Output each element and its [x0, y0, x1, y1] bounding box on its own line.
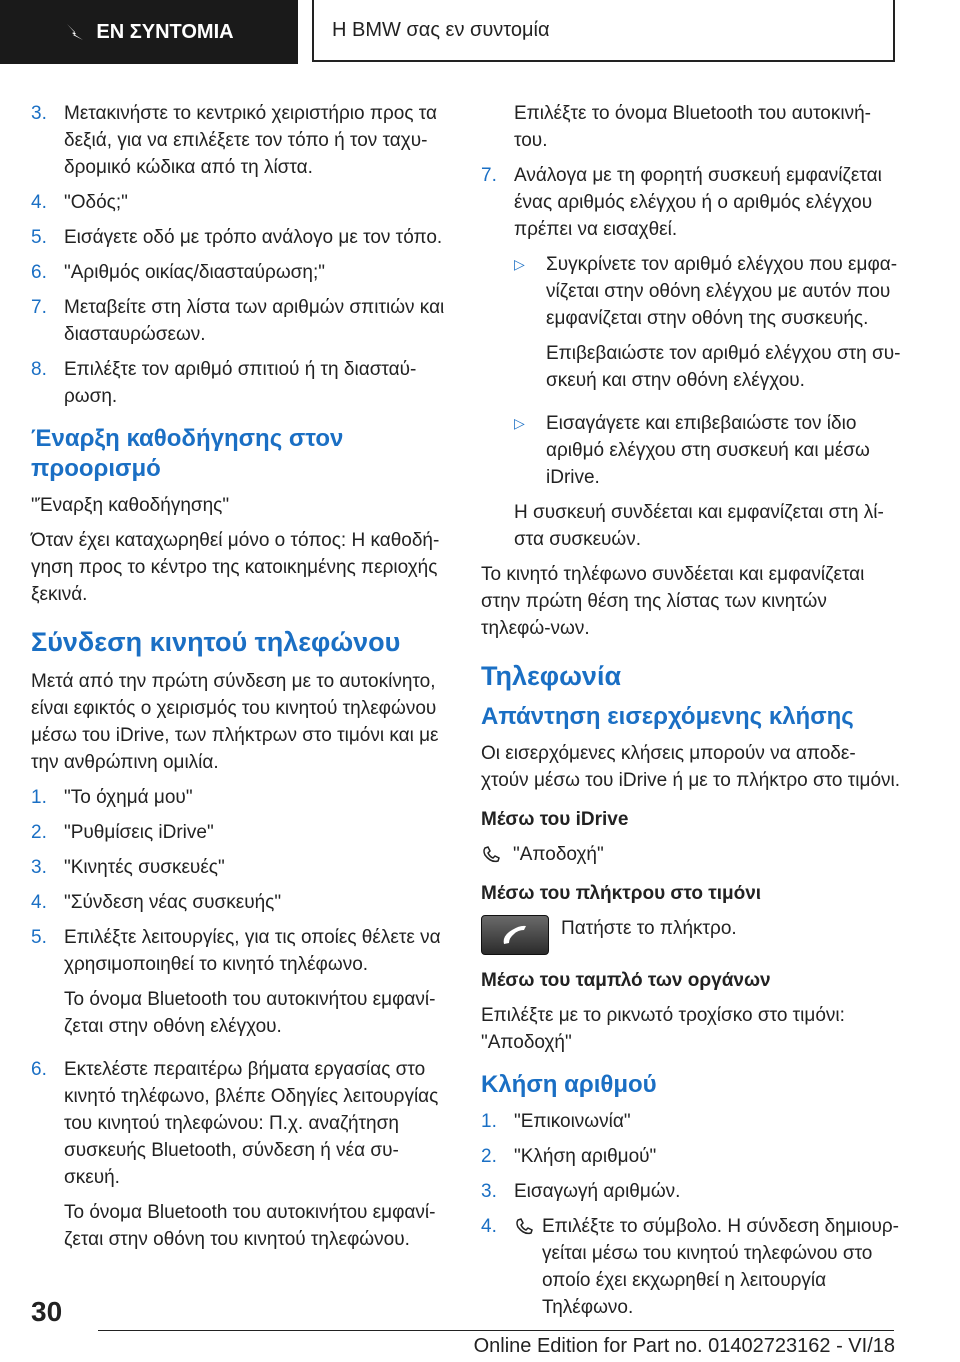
- list-item: [31, 924, 451, 1048]
- bullet-item: [514, 251, 901, 402]
- step-number: 3.: [31, 857, 47, 878]
- step-number: 3.: [31, 103, 47, 124]
- footer-divider: [98, 1330, 894, 1331]
- list-item: [481, 1213, 901, 1321]
- press-key-text: Πατήστε το πλήκτρο.: [561, 918, 737, 939]
- bullet-text: Εισαγάγετε και επιβεβαιώστε τον ίδιο αριθμό ελέγχου στη συσκευή και μέσω iDrive.: [546, 413, 870, 488]
- page-number: 30: [31, 1296, 63, 1327]
- list-item: [31, 889, 451, 916]
- step-number: 2.: [481, 1146, 497, 1167]
- list-item: [31, 294, 451, 348]
- list-item: [31, 224, 451, 251]
- section-tab: [0, 0, 298, 64]
- list-item: [481, 162, 901, 553]
- step-number: 7.: [481, 165, 497, 186]
- step-text: Εκτελέστε περαιτέρω βήματα εργασίας στο κινητό τηλέφωνο, βλέπε Οδηγίες λειτουργίας του κινητού τηλεφώνου: Π.χ. αναζήτηση συσκευής Bluetooth, σύνδεση ή νέα συ-σκευή.: [64, 1059, 439, 1188]
- dial-number-heading: Κλήση αριθμού: [481, 1071, 657, 1098]
- list-item: [31, 356, 451, 410]
- step-end-text: Η συσκευή συνδέεται και εμφανίζεται στη λί-στα συσκευών.: [514, 502, 884, 550]
- left-column: [31, 100, 451, 1269]
- step-text: Επιλέξτε τον αριθμό σπιτιού ή τη διασταύ-ρωση.: [64, 359, 417, 407]
- step-number: 1.: [31, 787, 47, 808]
- connect-steps-list: [31, 784, 451, 1261]
- step-number: 4.: [31, 192, 47, 213]
- phone-connected-text: Το κινητό τηλέφωνο συνδέεται και εμφανίζεται στην πρώτη θέση της λίστας των κινητών τηλεφώ-νων.: [481, 564, 865, 639]
- start-guidance-menu: "Έναρξη καθοδήγησης": [31, 495, 230, 516]
- triangle-bullet-icon: ▷: [514, 256, 525, 272]
- step-text: Εισαγωγή αριθμών.: [514, 1181, 681, 1202]
- dial-steps-list: [481, 1108, 901, 1321]
- answer-call-text: Οι εισερχόμενες κλήσεις μπορούν να αποδε-χτούν μέσω του iDrive ή με το πλήκτρο στο τιμόνι.: [481, 743, 901, 791]
- via-wheel-heading: Μέσω του πλήκτρου στο τιμόνι: [481, 883, 762, 904]
- step-number: 2.: [31, 822, 47, 843]
- start-guidance-heading: Έναρξη καθοδήγησης στον προορισμό: [31, 425, 344, 482]
- section-label: ΕΝ ΣΥΝΤΟΜΙΑ: [96, 20, 234, 43]
- step-number: 6.: [31, 262, 47, 283]
- step-number: 8.: [31, 359, 47, 380]
- step-text: "Οδός;": [64, 192, 128, 213]
- list-item: [481, 1178, 901, 1205]
- step-text: Επιλέξτε λειτουργίες, για τις οποίες θέλετε να χρησιμοποιηθεί το κινητό τηλέφωνο.: [64, 927, 441, 975]
- triangle-bullet-icon: ▷: [514, 415, 525, 431]
- step-number: 4.: [31, 892, 47, 913]
- bullet-subtext: Επιβεβαιώστε τον αριθμό ελέγχου στη συ-σκευή και στην οθόνη ελέγχου.: [546, 343, 901, 391]
- phone-handset-icon: [514, 1217, 534, 1237]
- list-item: [31, 819, 451, 846]
- bullet-item: [514, 410, 901, 491]
- list-item: [31, 854, 451, 881]
- page-header: [0, 0, 960, 64]
- phone-handset-icon: [481, 845, 501, 865]
- via-cluster-heading: Μέσω του ταμπλό των οργάνων: [481, 970, 771, 991]
- step-text: Εισάγετε οδό με τρόπο ανάλογο με τον τόπο.: [64, 227, 443, 248]
- list-item: [481, 1108, 901, 1135]
- bullet-text: Συγκρίνετε τον αριθμό ελέγχου που εμφα-νίζεται στην οθόνη ελέγχου με αυτόν που εμφανίζεται στην οθόνη της συσκευής.: [546, 254, 898, 329]
- step-text: Μεταβείτε στη λίστα των αριθμών σπιτιών και διασταυρώσεων.: [64, 297, 445, 345]
- step-text: Ανάλογα με τη φορητή συσκευή εμφανίζεται ένας αριθμός ελέγχου ή ο αριθμός ελέγχου πρέπει να εισαχθεί.: [514, 165, 882, 240]
- list-item: [31, 1056, 451, 1261]
- step-number: 3.: [481, 1181, 497, 1202]
- step-text: "Αριθμός οικίας/διασταύρωση;": [64, 262, 325, 283]
- via-idrive-heading: Μέσω του iDrive: [481, 809, 629, 830]
- step-text: "Κινητές συσκευές": [64, 857, 225, 878]
- step-text: "Σύνδεση νέας συσκευής": [64, 892, 282, 913]
- list-item: [481, 1143, 901, 1170]
- step-text: Επιλέξτε το σύμβολο. Η σύνδεση δημιουρ-γείται μέσω του κινητού τηλεφώνου στο οποίο έχει εκχωρηθεί η λειτουργία Τηλέφωνο.: [542, 1216, 899, 1318]
- list-item: [31, 100, 451, 181]
- step-text: "Το όχημά μου": [64, 787, 193, 808]
- continued-step: Επιλέξτε το όνομα Bluetooth του αυτοκινή-του.: [514, 103, 871, 151]
- step-number: 1.: [481, 1111, 497, 1132]
- via-cluster-text: Επιλέξτε με το ρικνωτό τροχίσκο στο τιμόνι: "Αποδοχή": [481, 1005, 845, 1053]
- edition-footer: Online Edition for Part no. 01402723162 - VI/18: [473, 1335, 895, 1357]
- nav-steps-list: [31, 100, 451, 410]
- lightning-icon: [64, 22, 86, 42]
- step-number: 4.: [481, 1216, 497, 1237]
- list-item: [31, 189, 451, 216]
- connect-phone-heading: Σύνδεση κινητού τηλεφώνου: [31, 627, 401, 657]
- accept-row: [481, 841, 901, 868]
- step-text: "Κλήση αριθμού": [514, 1146, 657, 1167]
- step-number: 6.: [31, 1059, 47, 1080]
- telephony-heading: Τηλεφωνία: [481, 661, 622, 691]
- step-number: 7.: [31, 297, 47, 318]
- step-subtext: Το όνομα Bluetooth του αυτοκινήτου εμφανί-ζεται στην οθόνη του κινητού τηλεφώνου.: [64, 1202, 436, 1250]
- step-text: "Ρυθμίσεις iDrive": [64, 822, 214, 843]
- step-text: "Επικοινωνία": [514, 1111, 631, 1132]
- connect-phone-text: Μετά από την πρώτη σύνδεση με το αυτοκίνητο, είναι εφικτός ο χειρισμός του κινητού τηλεφώνου μέσω του iDrive, των πλήκτρων στο τιμόνι και με την ανθρώπινη ομιλία.: [31, 671, 439, 773]
- press-key-row: [481, 915, 901, 955]
- step-text: Μετακινήστε το κεντρικό χειριστήριο προς τα δεξιά, για να επιλέξετε τον τόπο ή τον ταχυ-δρομικό κώδικα από τη λίστα.: [64, 103, 437, 178]
- accept-label: "Αποδοχή": [513, 844, 604, 865]
- answer-call-heading: Απάντηση εισερχόμενης κλήσης: [481, 703, 854, 730]
- list-item: [31, 784, 451, 811]
- step-number: 5.: [31, 927, 47, 948]
- steering-phone-button-icon: [481, 915, 549, 955]
- step-subtext: Το όνομα Bluetooth του αυτοκινήτου εμφανί-ζεται στην οθόνη ελέγχου.: [64, 989, 436, 1037]
- list-item: [31, 259, 451, 286]
- chapter-title: Η BMW σας εν συντομία: [312, 0, 895, 62]
- step-number: 5.: [31, 227, 47, 248]
- right-column: [481, 100, 901, 1329]
- start-guidance-text: Όταν έχει καταχωρηθεί μόνο ο τόπος: Η καθοδή-γηση προς το κέντρο της κατοικημένης περιοχής ξεκινά.: [31, 530, 440, 605]
